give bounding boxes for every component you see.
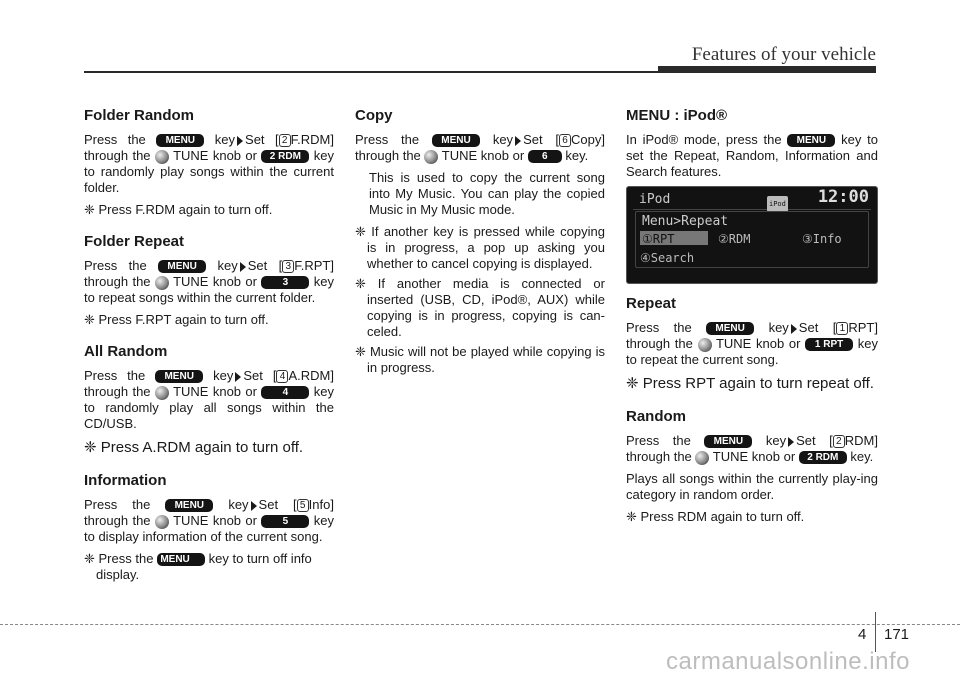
arrow-right-icon (237, 136, 243, 146)
menu-button-icon: MENU (432, 134, 480, 147)
screen-option-info: ③Info (802, 232, 842, 246)
screen-clock: 12:00 (817, 187, 869, 207)
rdm-button-icon: 2 RDM (799, 451, 847, 464)
folder-repeat-text: Press the MENU key Set [ 3 F.RPT] through the TUNE knob or 3 key to repeat songs within the current folder. (84, 258, 334, 305)
section-title-folder-repeat: Folder Repeat (84, 233, 185, 250)
menu-button-icon: MENU (787, 134, 835, 147)
folder-random-note: ❈ Press F.RDM again to turn off. (84, 202, 273, 217)
section-title-menu-ipod: MENU : iPod® (626, 107, 728, 124)
all-random-text: Press the MENU key Set [ 4 A.RDM] through the TUNE knob or 4 key to randomly play all songs within the CD/USB. (84, 368, 334, 431)
copy-body: This is used to copy the current song into My Music. You can play the copied Music in My Music mode. (369, 170, 605, 217)
information-text: Press the MENU key Set [ 5 Info] through the TUNE knob or 5 key to display information of the current song. (84, 497, 334, 544)
number-6-icon: 6 (559, 134, 571, 147)
rpt-button-icon: 1 RPT (805, 338, 853, 351)
menu-button-icon: MENU (155, 370, 203, 383)
tune-knob-icon (155, 386, 169, 400)
tune-knob-icon (155, 276, 169, 290)
menu-button-icon: MENU (157, 553, 205, 566)
number-4-button-icon: 4 (261, 386, 309, 399)
rdm-button-icon: 2 RDM (261, 150, 309, 163)
tune-knob-icon (695, 451, 709, 465)
header-title: Features of your vehicle (691, 44, 876, 65)
random-note: ❈ Press RDM again to turn off. (626, 509, 805, 524)
number-5-icon: 5 (297, 499, 309, 512)
number-1-icon: 1 (836, 322, 848, 335)
random-body: Plays all songs within the currently play-ing category in random order. (626, 471, 878, 502)
number-5-button-icon: 5 (261, 515, 309, 528)
section-title-all-random: All Random (84, 343, 168, 360)
section-title-random: Random (626, 408, 686, 425)
folder-repeat-note: ❈ Press F.RPT again to turn off. (84, 312, 269, 327)
arrow-right-icon (515, 136, 521, 146)
arrow-right-icon (240, 262, 246, 272)
number-2-icon: 2 (833, 435, 845, 448)
watermark: carmanualsonline.info (666, 648, 910, 675)
page-number: 171 (884, 626, 910, 643)
screen-app-label: iPod (639, 192, 671, 207)
arrow-right-icon (235, 372, 241, 382)
copy-text: Press the MENU key Set [ 6 Copy] through the TUNE knob or 6 key. (355, 132, 605, 163)
number-2-icon: 2 (279, 134, 291, 147)
screen-menu-box (635, 211, 869, 268)
number-6-button-icon: 6 (528, 150, 562, 163)
tune-knob-icon (424, 150, 438, 164)
arrow-right-icon (251, 501, 257, 511)
section-title-information: Information (84, 472, 167, 489)
copy-note-3: ❈ Music will not be played while copying is in progress. (355, 344, 605, 375)
folder-random-text: Press the MENU key Set [ 2 F.RDM] through the TUNE knob or 2 RDM key to randomly play songs within the current folder. (84, 132, 334, 195)
menu-button-icon: MENU (706, 322, 754, 335)
screen-menu-heading: Menu>Repeat (642, 214, 729, 229)
footer-rule (0, 624, 960, 625)
column-left (84, 108, 334, 587)
information-note: ❈ Press the MENU key to turn off info display. (84, 551, 312, 582)
all-random-note: ❈ Press A.RDM again to turn off. (84, 439, 304, 456)
repeat-text: Press the MENU key Set [ 1 RPT] through the TUNE knob or 1 RPT key to repeat the current song. (626, 320, 878, 367)
number-3-button-icon: 3 (261, 276, 309, 289)
menu-button-icon: MENU (704, 435, 752, 448)
column-right (626, 108, 878, 529)
repeat-note: ❈ Press RPT again to turn repeat off. (626, 375, 874, 392)
screen-option-search: ④Search (640, 251, 695, 265)
arrow-right-icon (791, 324, 797, 334)
arrow-right-icon (788, 437, 794, 447)
random-text: Press the MENU key Set [ 2 RDM] through the TUNE knob or 2 RDM key. (626, 433, 878, 464)
screen-option-rpt: ①RPT (640, 231, 708, 245)
footer-separator (875, 612, 876, 652)
section-title-repeat: Repeat (626, 295, 677, 312)
screen-option-rdm: ②RDM (718, 232, 751, 246)
menu-ipod-intro: In iPod® mode, press the MENU key to set the Repeat, Random, Information and Search features. (626, 132, 878, 179)
header-rule (84, 71, 876, 73)
tune-knob-icon (155, 515, 169, 529)
menu-button-icon: MENU (156, 134, 204, 147)
tune-knob-icon (155, 150, 169, 164)
ipod-badge-icon: iPod (767, 196, 788, 212)
tune-knob-icon (698, 338, 712, 352)
copy-note-2: ❈ If another media is connected or inserted (USB, CD, iPod®, AUX) while copying is in progress, copying is can-celed. (355, 276, 605, 339)
number-3-icon: 3 (282, 260, 294, 273)
section-title-folder-random: Folder Random (84, 107, 195, 124)
ipod-screen-illustration (626, 186, 878, 284)
menu-button-icon: MENU (158, 260, 206, 273)
chapter-number: 4 (858, 626, 867, 643)
column-middle (355, 108, 605, 380)
number-4-icon: 4 (276, 370, 288, 383)
section-title-copy: Copy (355, 107, 393, 124)
menu-button-icon: MENU (165, 499, 213, 512)
copy-note-1: ❈ If another key is pressed while copying is in progress, a pop up asking you whether to cancel copying is displayed. (355, 224, 605, 271)
